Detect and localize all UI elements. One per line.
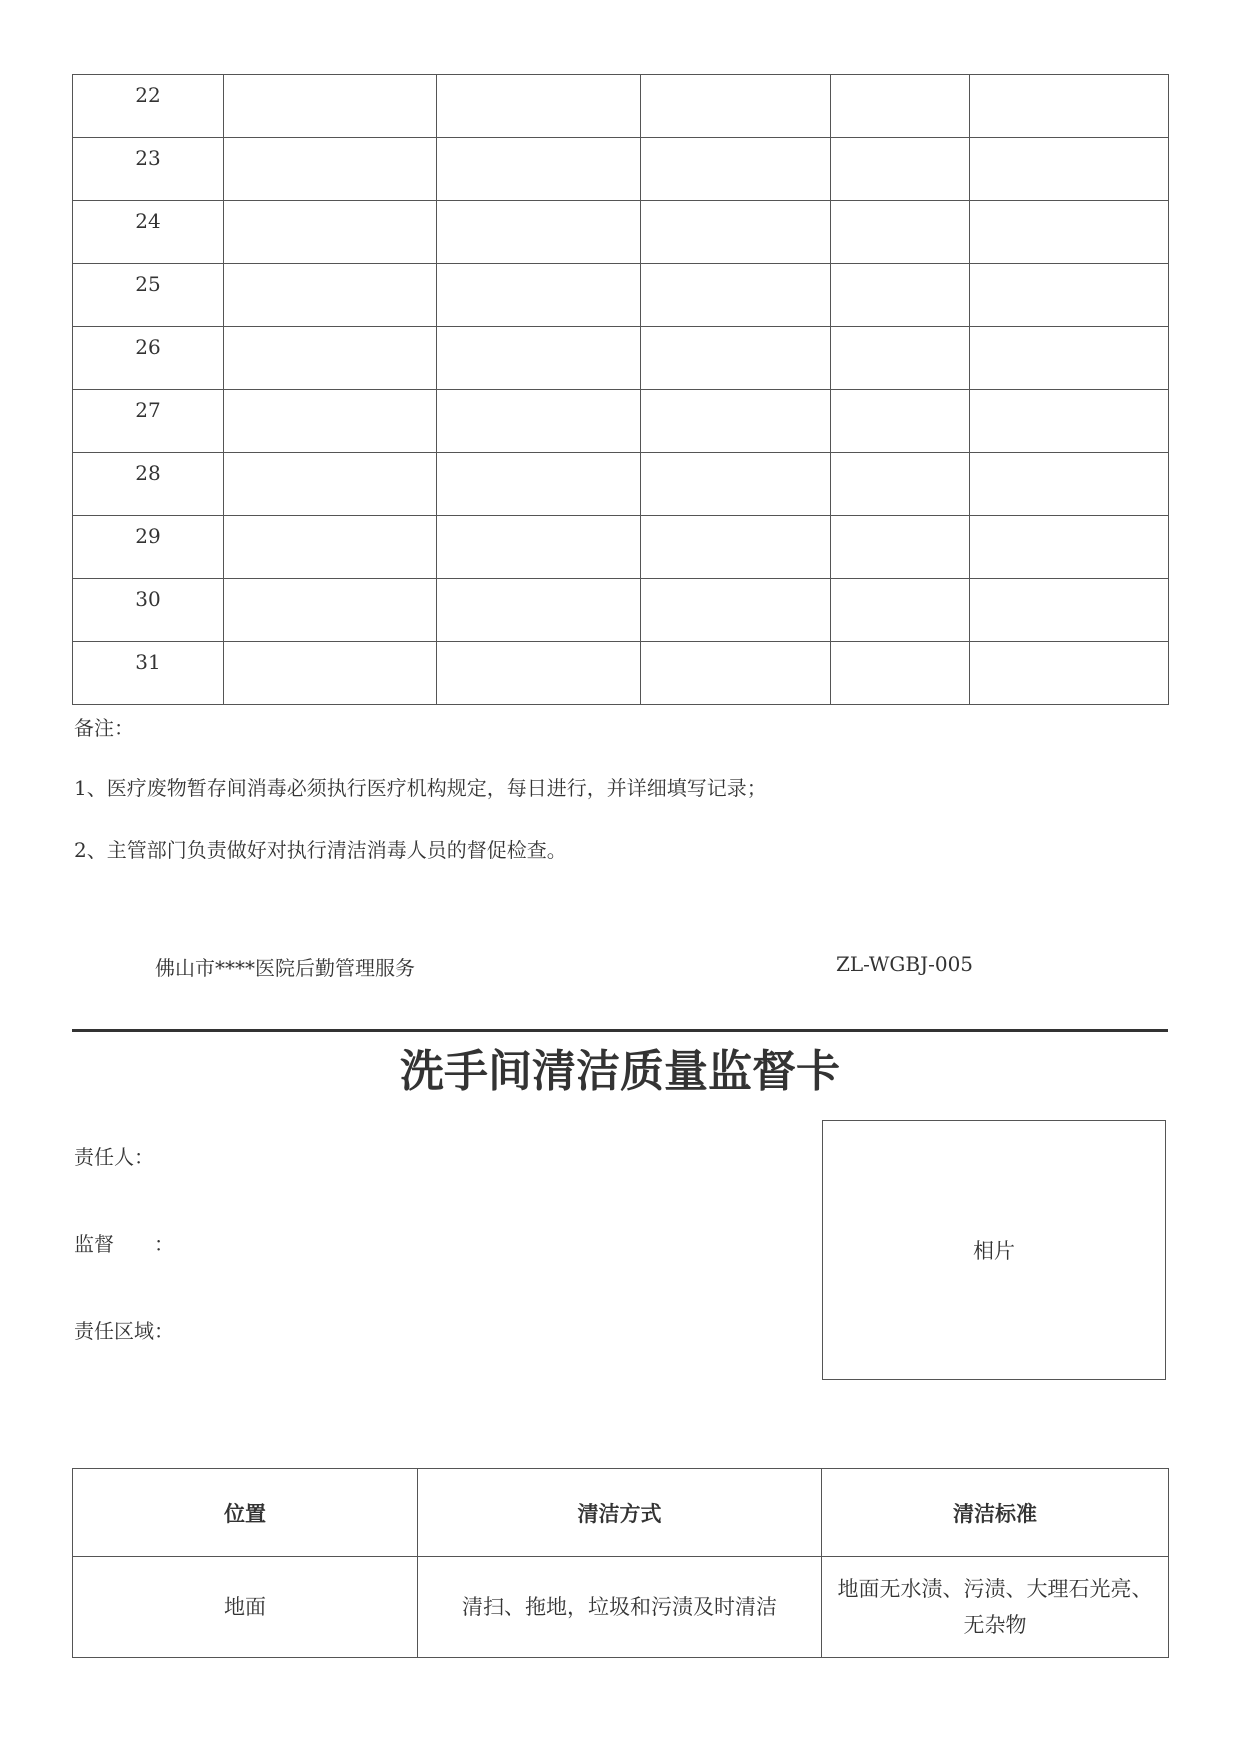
empty-cell (970, 264, 1169, 327)
supervisor-label: 监督 ： (74, 1232, 174, 1256)
empty-cell (437, 390, 641, 453)
empty-cell (224, 327, 437, 390)
empty-cell (437, 138, 641, 201)
empty-cell (437, 579, 641, 642)
empty-cell (437, 201, 641, 264)
empty-cell (641, 579, 831, 642)
table-row (73, 390, 1169, 453)
empty-cell (831, 264, 970, 327)
empty-cell (970, 453, 1169, 516)
empty-cell (831, 75, 970, 138)
row-standard-line1: 地面无水渍、污渍、大理石光亮、 (837, 1577, 1153, 1601)
header-method: 清洁方式 (418, 1469, 822, 1557)
day-number: 26 (73, 327, 224, 390)
empty-cell (437, 75, 641, 138)
area-label: 责任区域： (74, 1319, 174, 1343)
table-row (73, 75, 1169, 138)
note-item-2: 2、主管部门负责做好对执行清洁消毒人员的督促检查。 (74, 838, 567, 862)
table-row (73, 264, 1169, 327)
empty-cell (970, 579, 1169, 642)
empty-cell (224, 516, 437, 579)
empty-cell (641, 453, 831, 516)
table-row (73, 1557, 1169, 1658)
empty-cell (437, 327, 641, 390)
empty-cell (831, 390, 970, 453)
responsible-label: 责任人： (74, 1145, 154, 1169)
empty-cell (970, 390, 1169, 453)
day-number: 27 (73, 390, 224, 453)
day-number: 30 (73, 579, 224, 642)
daily-log-table (72, 74, 1169, 705)
empty-cell (641, 642, 831, 705)
empty-cell (224, 75, 437, 138)
empty-cell (970, 642, 1169, 705)
row-standard (822, 1557, 1169, 1658)
row-standard-line2: 无杂物 (963, 1613, 1027, 1637)
empty-cell (831, 453, 970, 516)
header-standard: 清洁标准 (822, 1469, 1169, 1557)
empty-cell (224, 642, 437, 705)
header-rule (72, 1029, 1168, 1032)
photo-label: 相片 (973, 1239, 1015, 1263)
empty-cell (437, 264, 641, 327)
empty-cell (831, 138, 970, 201)
standards-header-row (73, 1469, 1169, 1557)
empty-cell (641, 201, 831, 264)
empty-cell (641, 75, 831, 138)
empty-cell (831, 327, 970, 390)
empty-cell (224, 138, 437, 201)
table-row (73, 579, 1169, 642)
empty-cell (641, 138, 831, 201)
empty-cell (641, 516, 831, 579)
empty-cell (224, 453, 437, 516)
header-position: 位置 (73, 1469, 418, 1557)
empty-cell (970, 516, 1169, 579)
empty-cell (831, 642, 970, 705)
day-number: 23 (73, 138, 224, 201)
document-code: ZL-WGBJ-005 (836, 952, 974, 976)
empty-cell (831, 579, 970, 642)
card-title: 洗手间清洁质量监督卡 (400, 1046, 840, 1097)
empty-cell (831, 201, 970, 264)
note-item-1: 1、医疗废物暂存间消毒必须执行医疗机构规定，每日进行，并详细填写记录； (74, 776, 767, 800)
org-name: 佛山市****医院后勤管理服务 (155, 956, 415, 980)
table-row (73, 516, 1169, 579)
empty-cell (437, 642, 641, 705)
empty-cell (641, 390, 831, 453)
empty-cell (224, 201, 437, 264)
empty-cell (970, 327, 1169, 390)
empty-cell (641, 264, 831, 327)
empty-cell (970, 75, 1169, 138)
row-method: 清扫、拖地，垃圾和污渍及时清洁 (418, 1557, 822, 1658)
day-number: 25 (73, 264, 224, 327)
table-row (73, 453, 1169, 516)
table-row (73, 201, 1169, 264)
table-row (73, 138, 1169, 201)
day-number: 29 (73, 516, 224, 579)
cleaning-standards-table (72, 1468, 1169, 1658)
photo-box (822, 1120, 1166, 1380)
table-row (73, 327, 1169, 390)
empty-cell (224, 264, 437, 327)
empty-cell (437, 516, 641, 579)
empty-cell (224, 579, 437, 642)
day-number: 28 (73, 453, 224, 516)
empty-cell (970, 201, 1169, 264)
day-number: 31 (73, 642, 224, 705)
table-row (73, 642, 1169, 705)
empty-cell (970, 138, 1169, 201)
empty-cell (831, 516, 970, 579)
row-position: 地面 (73, 1557, 418, 1658)
day-number: 22 (73, 75, 224, 138)
empty-cell (437, 453, 641, 516)
empty-cell (641, 327, 831, 390)
notes-label: 备注： (74, 716, 134, 740)
day-number: 24 (73, 201, 224, 264)
empty-cell (224, 390, 437, 453)
